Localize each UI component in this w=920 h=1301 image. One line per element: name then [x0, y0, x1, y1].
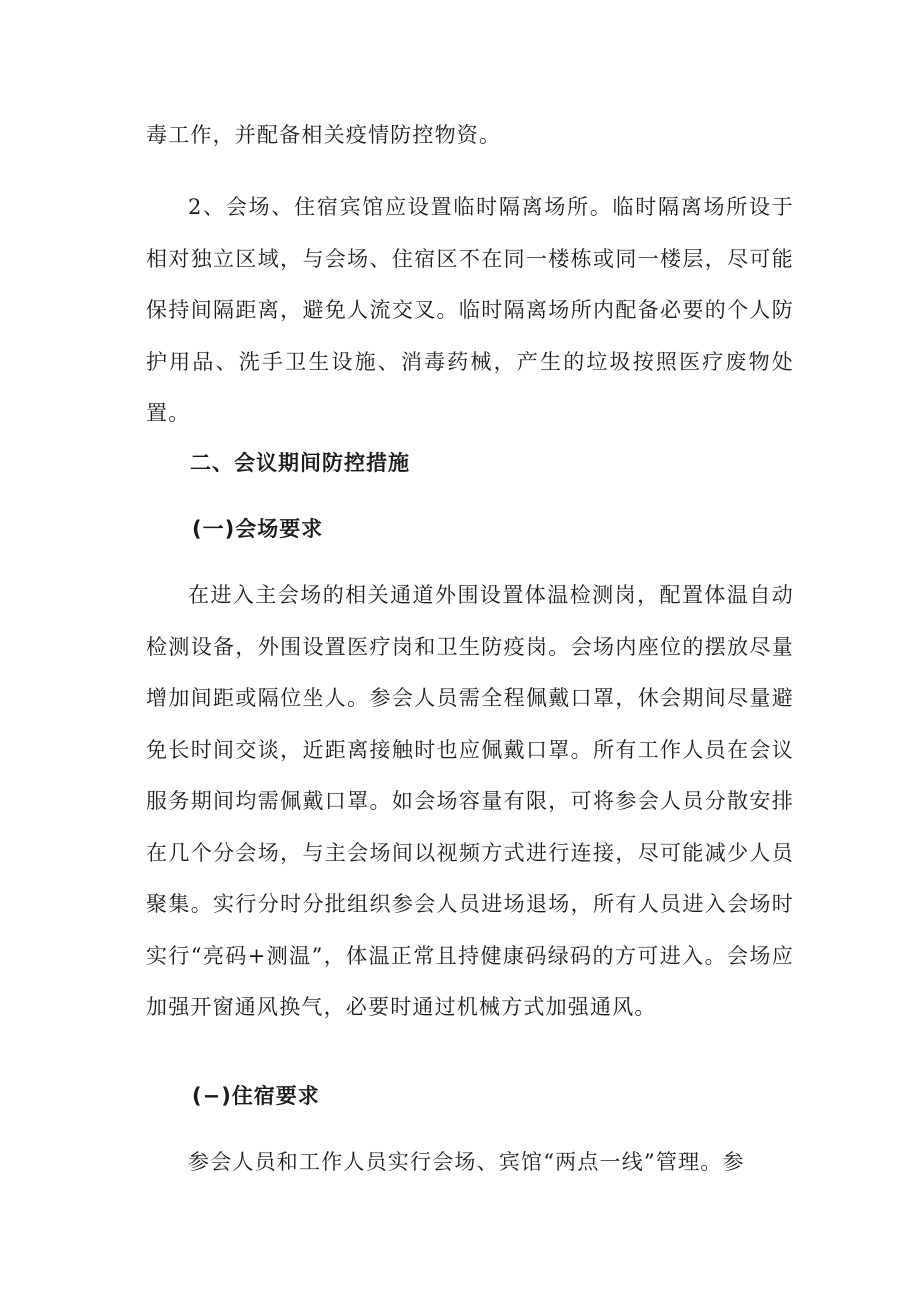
- section-heading: 二、会议期间防控措施: [190, 451, 410, 475]
- paragraph-isolation-site: 2、会场、住宿宾馆应设置临时隔离场所。临时隔离场所设于相对独立区域，与会场、住宿区不在同一楼栋或同一楼层，尽可能保持间隔距离，避免人流交叉。临时隔离场所内配备必要的个人防护用品、洗手卫生设施、消毒药械，产生的垃圾按照医疗废物处置。: [146, 195, 794, 425]
- paragraph-continuation: 毒工作，并配备相关疫情防控物资。: [146, 123, 502, 147]
- paragraph-accommodation: 参会人员和工作人员实行会场、宾馆“两点一线”管理。参: [188, 1150, 745, 1174]
- subsection-heading-accommodation: (−)住宿要求: [192, 1084, 320, 1108]
- subsection-heading-venue: (一)会场要求: [192, 517, 324, 541]
- paragraph-venue-requirements: 在进入主会场的相关通道外围设置体温检测岗，配置体温自动检测设备，外围设置医疗岗和卫生防疫岗。会场内座位的摆放尽量增加间距或隔位坐人。参会人员需全程佩戴口罩，休会期间尽量避免长时间交谈，近距离接触时也应佩戴口罩。所有工作人员在会议服务期间均需佩戴口罩。如会场容量有限，可将参会人员分散安排在几个分会场，与主会场间以视频方式进行连接，尽可能减少人员聚集。实行分时分批组织参会人员进场退场，所有人员进入会场时实行“亮码+测温”，体温正常且持健康码绿码的方可进入。会场应加强开窗通风换气，必要时通过机械方式加强通风。: [146, 583, 794, 1019]
